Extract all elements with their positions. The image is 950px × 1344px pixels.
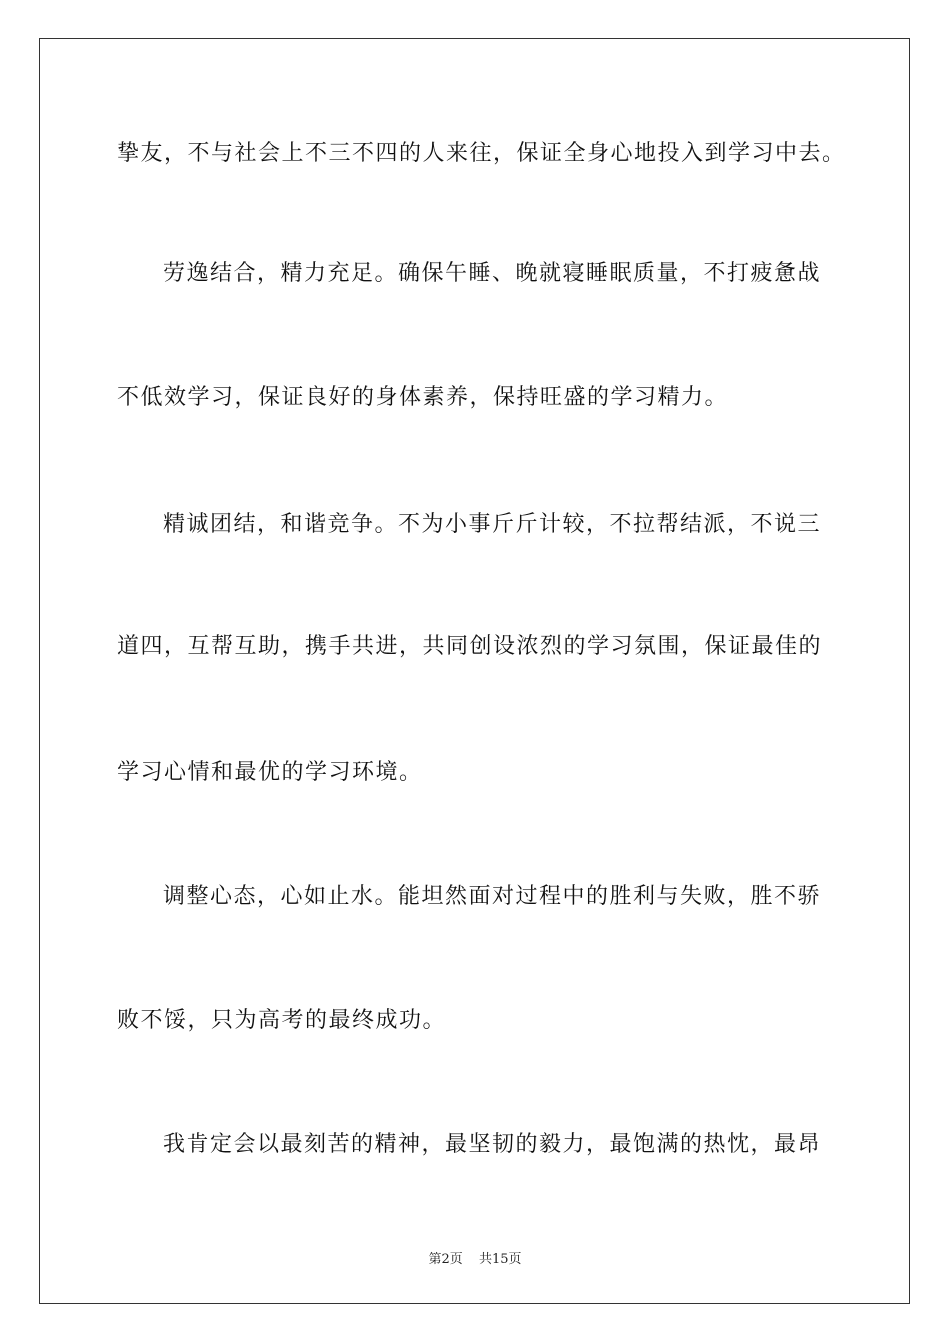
paragraph-line: 劳逸结合，精力充足。确保午睡、晚就寝睡眠质量，不打疲惫战 [163, 261, 822, 286]
page-number: 第2页 [428, 1252, 463, 1267]
page-frame [39, 38, 910, 1304]
paragraph-line: 道四，互帮互助，携手共进，共同创设浓烈的学习氛围，保证最佳的 [117, 634, 823, 659]
paragraph-line: 挚友，不与社会上不三不四的人来往，保证全身心地投入到学习中去。 [117, 141, 846, 166]
page-footer [0, 1248, 950, 1267]
paragraph-line: 不低效学习，保证良好的身体素养，保持旺盛的学习精力。 [117, 385, 729, 410]
paragraph-line: 学习心情和最优的学习环境。 [117, 760, 423, 785]
paragraph-line: 调整心态，心如止水。能坦然面对过程中的胜利与失败，胜不骄 [163, 884, 822, 909]
paragraph-line: 我肯定会以最刻苦的精神，最坚韧的毅力，最饱满的热忱，最昂 [163, 1132, 822, 1157]
page-total: 共15页 [478, 1252, 522, 1267]
paragraph-line: 败不馁，只为高考的最终成功。 [117, 1008, 447, 1033]
paragraph-line: 精诚团结，和谐竞争。不为小事斤斤计较，不拉帮结派，不说三 [163, 512, 822, 537]
